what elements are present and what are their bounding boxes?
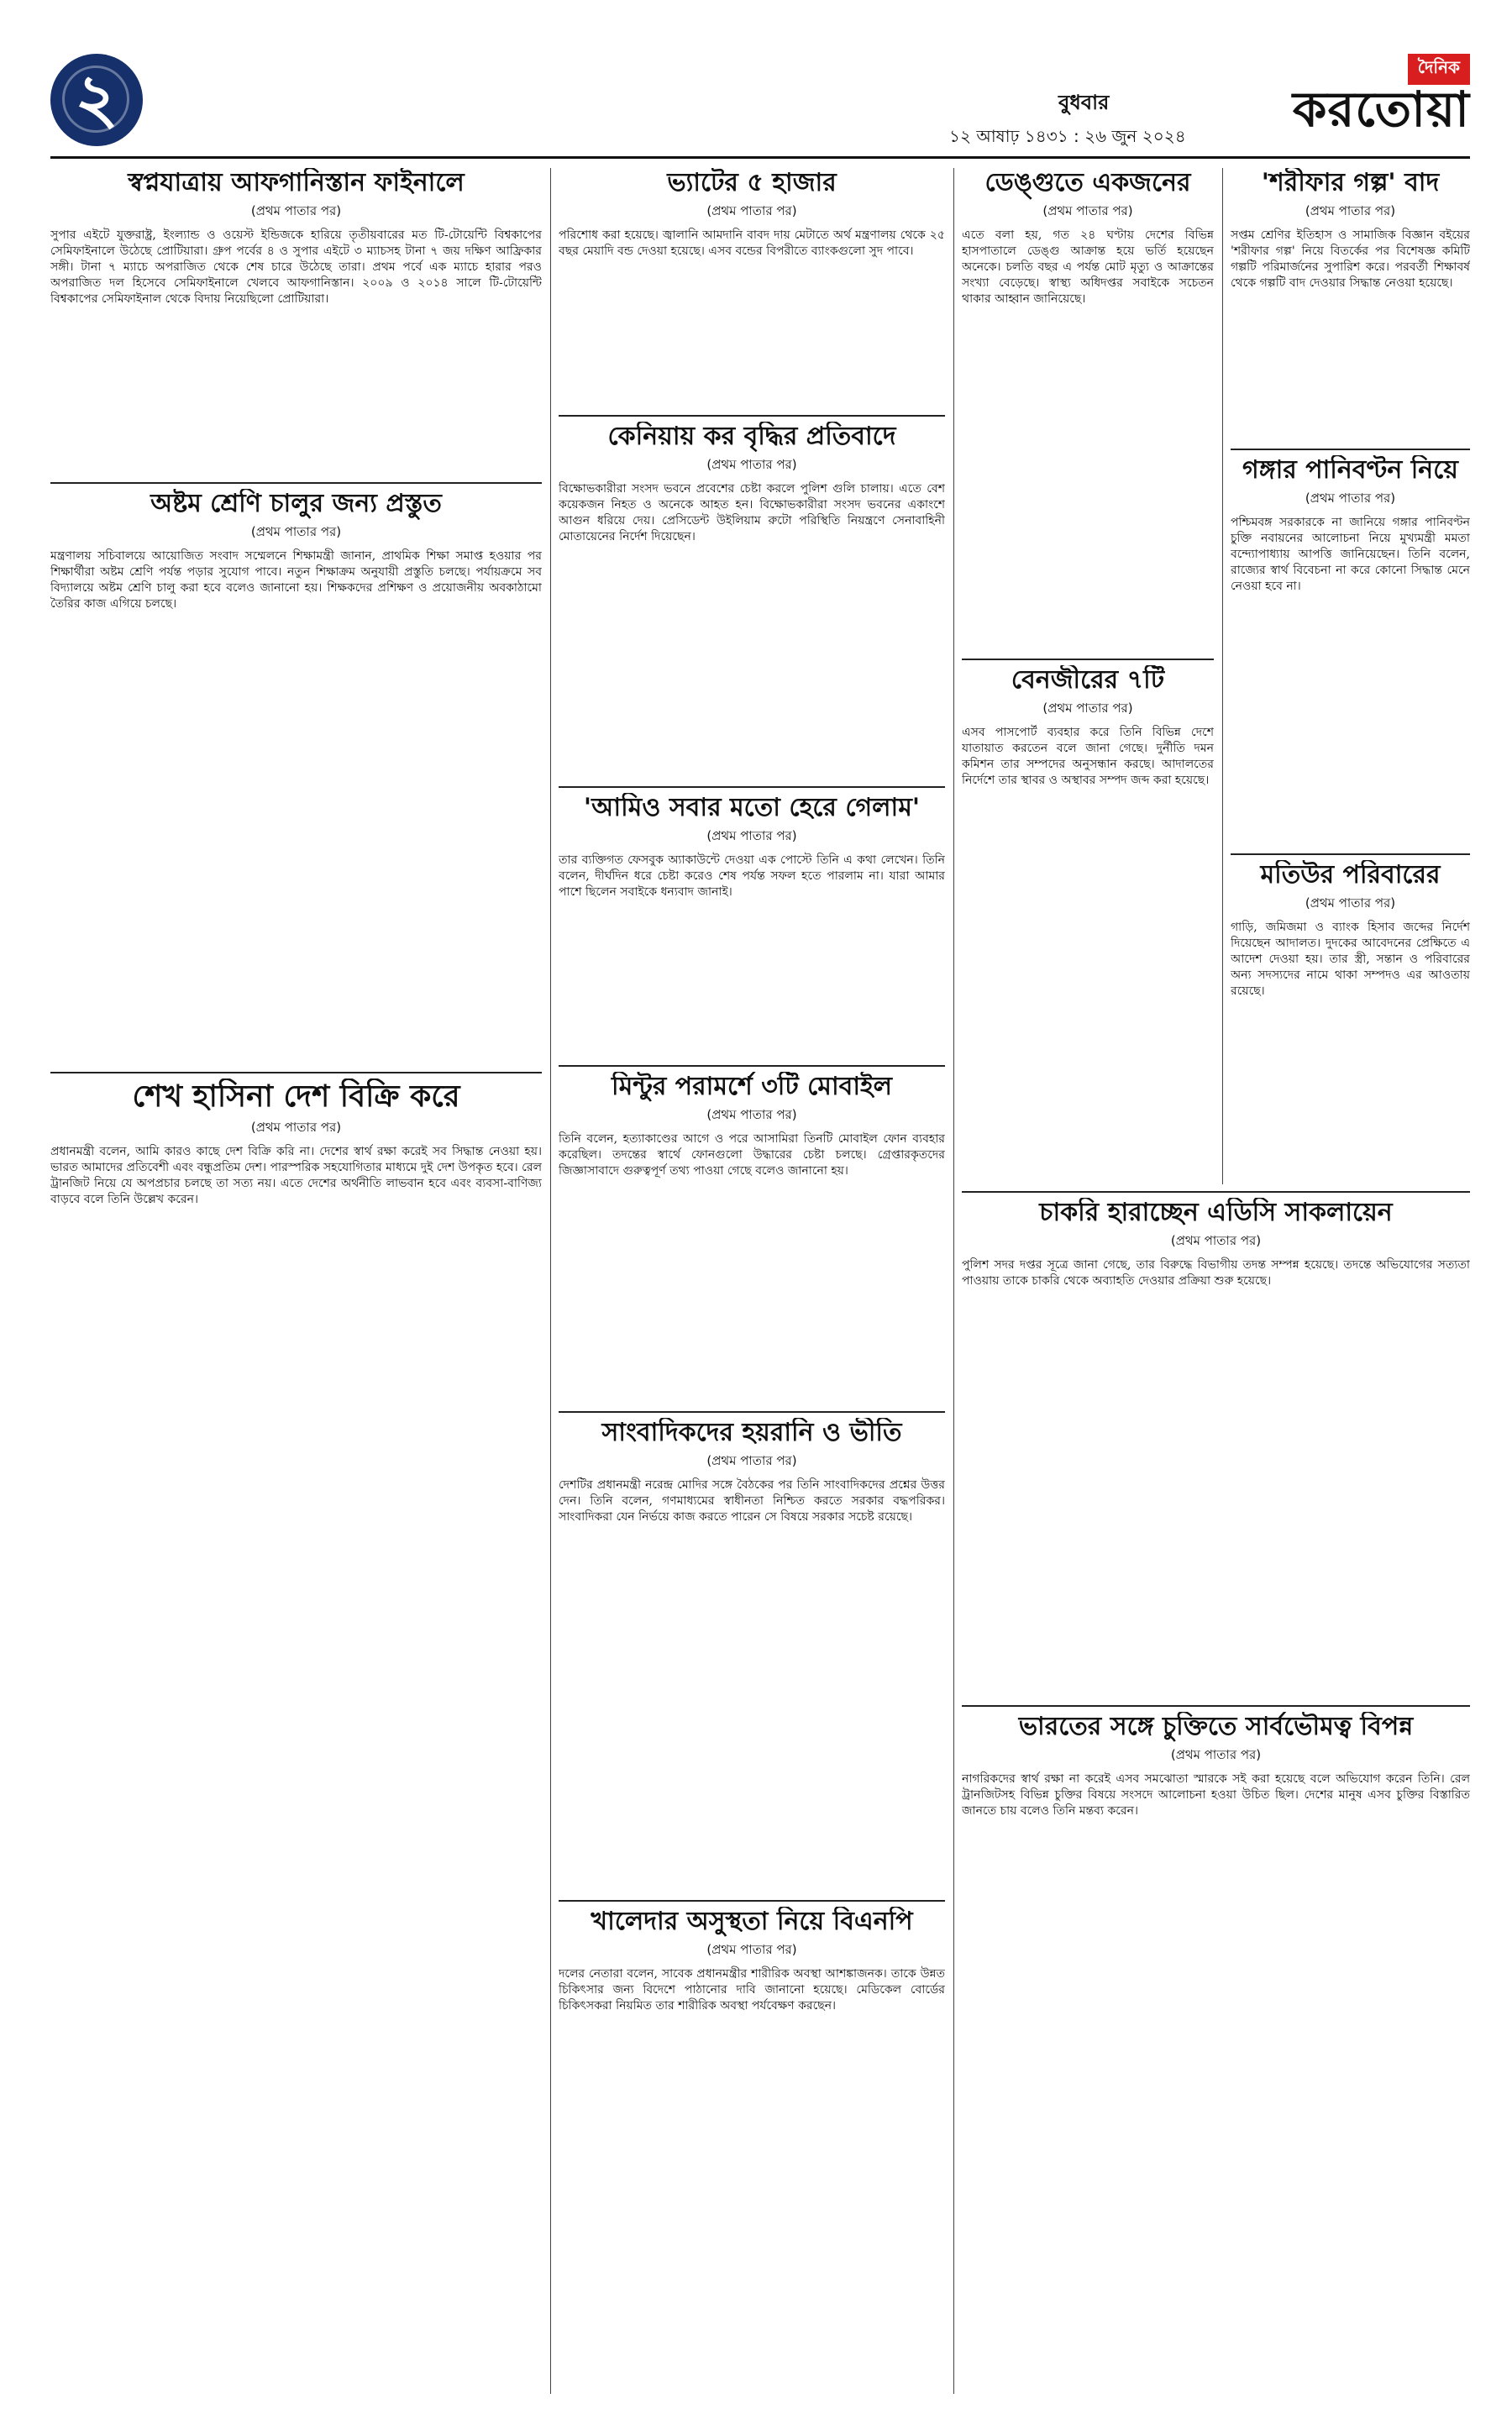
article-body: তার ব্যক্তিগত ফেসবুক অ্যাকাউন্টে দেওয়া এক পোস্টে তিনি এ কথা লেখেন। তিনি বলেন, দীর্ঘদিন ধরে চেষ্টা করেও শেষ পর্যন্ত সফল হতে পারলাম না। যারা আমার পাশে ছিলেন সবাইকে ধন্যবাদ জানাই। [559,853,945,899]
article-body: এসব পাসপোর্ট ব্যবহার করে তিনি বিভিন্ন দেশে যাতায়াত করতেন বলে জানা গেছে। দুর্নীতি দমন কমিশন তার সম্পদের অনুসন্ধান করছে। আদালতের নির্দেশে তার স্থাবর ও অস্থাবর সম্পদ জব্দ করা হয়েছে। [962,726,1214,787]
article-body: পশ্চিমবঙ্গ সরকারকে না জানিয়ে গঙ্গার পানিবণ্টন চুক্তি নবায়নের আলোচনা নিয়ে মুখ্যমন্ত্রী মমতা বন্দ্যোপাধ্যায় আপত্তি জানিয়েছেন। তিনি বলেন, রাজ্যের স্বার্থ বিবেচনা না করে কোনো সিদ্ধান্ত মেনে নেওয়া হবে না। [1231,516,1470,593]
article-mintu [559,1072,945,1408]
article-india-deals [962,1712,1470,2392]
article-kenya [559,422,945,783]
masthead [50,54,1470,163]
article-adc [962,1198,1470,1702]
article-body: সুপার এইটে যুক্তরাষ্ট্র, ইংল্যান্ড ও ওয়েস্ট ইন্ডিজকে হারিয়ে তৃতীয়বারের মত টি-টোয়েন্টি বিশ্বকাপের সেমিফাইনালে উঠেছে প্রোটিয়ারা। গ্রুপ পর্বের ৪ ও সুপার এইটে ৩ ম্যাচসহ টানা ৭ জয় দক্ষিণ আফ্রিকার সঙ্গী। টানা ৭ ম্যাচে অপরাজিত থেকে শেষ চারে উঠেছে তারা। প্রথম পর্বে এক ম্যাচে হারার পরও অপরাজিত দল হিসেবে সেমিফাইনালে খেলবে আফগানিস্তান। ২০০৯ ও ২০১৪ সালে টি-টোয়েন্টি বিশ্বকাপের সেমিফাইনাল থেকে বিদায় নিয়েছিলো প্রোটিয়ারা। [50,228,542,306]
continued-label: (প্রথম পাতার পর) [1042,203,1133,218]
article-body: তিনি বলেন, হত্যাকাণ্ডের আগে ও পরে আসামিরা তিনটি মোবাইল ফোন ব্যবহার করেছিল। তদন্তের স্বার্থে ফোনগুলো উদ্ধারের চেষ্টা চলছে। গ্রেপ্তারকৃতদের জিজ্ঞাসাবাদে গুরুত্বপূর্ণ তথ্য পাওয়া গেছে বলেও জানানো হয়। [559,1132,945,1178]
article-body: নাগরিকদের স্বার্থ রক্ষা না করেই এসব সমঝোতা স্মারকে সই করা হয়েছে বলে অভিযোগ করেন তিনি। রেল ট্রানজিটসহ বিভিন্ন চুক্তির বিষয়ে সংসদে আলোচনা হওয়া উচিত ছিল। দেশের মানুষ এসব চুক্তির বিস্তারিত জানতে চায় বলেও তিনি মন্তব্য করেন। [962,1772,1470,1818]
newspaper-logo [1243,54,1470,141]
article-ami-sobar [559,793,945,1062]
article-divider [559,1900,945,1902]
continued-label: (প্রথম পাতার পর) [1305,203,1396,218]
article-shorifa [1231,168,1470,445]
column-divider [1222,168,1223,1184]
article-headline: 'শরীফার গল্প' বাদ [1261,168,1440,197]
article-headline: কেনিয়ায় কর বৃদ্ধির প্রতিবাদে [607,422,896,451]
article-divider [962,1705,1470,1707]
continued-label: (প্রথম পাতার পর) [706,828,797,843]
article-body: পুলিশ সদর দপ্তর সূত্রে জানা গেছে, তার বিরুদ্ধে বিভাগীয় তদন্ত সম্পন্ন হয়েছে। তদন্তে অভিযোগের সত্যতা পাওয়ায় তাকে চাকরি থেকে অব্যাহতি দেওয়ার প্রক্রিয়া শুরু হয়েছে। [962,1258,1470,1288]
article-headline: গঙ্গার পানিবণ্টন নিয়ে [1242,455,1458,485]
article-headline: 'আমিও সবার মতো হেরে গেলাম' [583,793,921,822]
article-headline: অষ্টম শ্রেণি চালুর জন্য প্রস্তুত [150,489,442,518]
continued-label: (প্রথম পাতার পর) [1305,491,1396,506]
masthead-rule [50,156,1470,159]
article-headline: স্বপ্নযাত্রায় আফগানিস্তান ফাইনালে [128,168,465,197]
article-divider [1231,449,1470,450]
column-divider [953,168,954,2394]
article-divider [559,415,945,417]
article-body: প্রধানমন্ত্রী বলেন, আমি কারও কাছে দেশ বিক্রি করি না। দেশের স্বার্থ রক্ষা করেই সব সিদ্ধান্ত নেওয়া হয়। ভারত আমাদের প্রতিবেশী এবং বন্ধুপ্রতিম দেশ। পারস্পরিক সহযোগিতার মাধ্যমে দুই দেশ উপকৃত হবে। রেল ট্রানজিট নিয়ে যে অপপ্রচার চলছে তা সত্য নয়। এতে দেশের অর্থনীতি লাভবান হবে এবং ব্যবসা-বাণিজ্য বাড়বে বলে তিনি উল্লেখ করেন। [50,1145,542,1207]
continued-label: (প্রথম পাতার পর) [706,1453,797,1468]
continued-label: (প্রথম পাতার পর) [706,203,797,218]
article-headline: শেখ হাসিনা দেশ বিক্রি করে [132,1079,460,1114]
article-divider [50,482,542,484]
article-headline: ডেঙ্গুতে একজনের [984,168,1191,197]
continued-label: (প্রথম পাতার পর) [250,203,342,218]
article-body: পরিশোধ করা হয়েছে। জ্বালানি আমদানি বাবদ দায় মেটাতে অর্থ মন্ত্রণালয় থেকে ২৫ বছর মেয়াদি বন্ড দেওয়া হয়েছে। এসব বন্ডের বিপরীতে ব্যাংকগুলো সুদ পাবে। [559,228,945,258]
article-benazir [962,665,1214,1186]
article-headline: ভারতের সঙ্গে চুক্তিতে সার্বভৌমত্ব বিপন্ন [1018,1712,1414,1741]
article-class-eight [50,489,542,1067]
dateline: ১২ আষাঢ় ১৪৩১ : ২৬ জুন ২০২৪ [949,126,1186,146]
page-number-badge: ২ [50,54,143,146]
continued-label: (প্রথম পাতার পর) [250,1120,342,1136]
day-name: বুধবার [1058,91,1110,114]
continued-label: (প্রথম পাতার পর) [1170,1747,1262,1762]
column-divider [550,168,551,2394]
continued-label: (প্রথম পাতার পর) [706,457,797,472]
article-headline: মিন্টুর পরামর্শে ৩টি মোবাইল [611,1072,893,1101]
continued-label: (প্রথম পাতার পর) [706,1107,797,1122]
article-divider [962,1191,1470,1193]
article-vat [559,168,945,412]
article-body: গাড়ি, জমিজমা ও ব্যাংক হিসাব জব্দের নির্দেশ দিয়েছেন আদালত। দুদকের আবেদনের প্রেক্ষিতে এ আদেশ দেওয়া হয়। তার স্ত্রী, সন্তান ও পরিবারের অন্য সদস্যদের নামে থাকা সম্পদও এর আওতায় রয়েছে। [1231,921,1470,998]
article-dengue [962,168,1214,655]
article-body: মন্ত্রণালয় সচিবালয়ে আয়োজিত সংবাদ সম্মেলনে শিক্ষামন্ত্রী জানান, প্রাথমিক শিক্ষা সমাপ্ত হওয়ার পর শিক্ষার্থীরা অষ্টম শ্রেণি পর্যন্ত পড়ার সুযোগ পাবে। নতুন শিক্ষাক্রম অনুযায়ী প্রস্তুতি চলছে। পর্যায়ক্রমে সব বিদ্যালয়ে অষ্টম শ্রেণি চালু করা হবে বলেও জানানো হয়। শিক্ষকদের প্রশিক্ষণ ও প্রয়োজনীয় অবকাঠামো তৈরির কাজ এগিয়ে চলছে। [50,549,542,611]
continued-label: (প্রথম পাতার পর) [1170,1233,1262,1248]
continued-label: (প্রথম পাতার পর) [1305,895,1396,911]
article-khaleda [559,1907,945,2390]
article-ganga [1231,455,1470,850]
article-headline: ভ্যাটের ৫ হাজার [667,168,837,197]
continued-label: (প্রথম পাতার পর) [250,524,342,539]
article-headline: সাংবাদিকদের হয়রানি ও ভীতি [601,1418,902,1447]
logo-top-text: দৈনিক [1408,54,1470,85]
article-afghanistan [50,168,542,479]
article-body: এতে বলা হয়, গত ২৪ ঘণ্টায় দেশের বিভিন্ন হাসপাতালে ডেঙ্গু আক্রান্ত হয়ে ভর্তি হয়েছেন অনেকে। চলতি বছর এ পর্যন্ত মোট মৃত্যু ও আক্রান্তের সংখ্যা বেড়েছে। স্বাস্থ্য অধিদপ্তর সবাইকে সচেতন থাকার আহ্বান জানিয়েছে। [962,228,1214,306]
article-body: দেশটির প্রধানমন্ত্রী নরেন্দ্র মোদির সঙ্গে বৈঠকের পর তিনি সাংবাদিকদের প্রশ্নের উত্তর দেন। তিনি বলেন, গণমাধ্যমের স্বাধীনতা নিশ্চিত করতে সরকার বদ্ধপরিকর। সাংবাদিকরা যেন নির্ভয়ে কাজ করতে পারেন সে বিষয়ে সরকার সচেষ্ট রয়েছে। [559,1478,945,1524]
article-divider [1231,853,1470,855]
article-motiur [1231,860,1470,1184]
article-hasina [50,1079,542,2389]
article-body: সপ্তম শ্রেণির ইতিহাস ও সামাজিক বিজ্ঞান বইয়ের 'শরীফার গল্প' নিয়ে বিতর্কের পর বিশেষজ্ঞ কমিটি গল্পটি পরিমার্জনের সুপারিশ করে। পরবর্তী শিক্ষাবর্ষ থেকে গল্পটি বাদ দেওয়ার সিদ্ধান্ত নেওয়া হয়েছে। [1231,228,1470,290]
continued-label: (প্রথম পাতার পর) [706,1942,797,1957]
article-headline: বেনজীরের ৭টি [1011,665,1165,695]
article-divider [559,1065,945,1067]
logo-main-text: করতোয়া [1292,81,1470,138]
article-divider [559,786,945,788]
article-divider [559,1411,945,1413]
article-headline: চাকরি হারাচ্ছেন এডিসি সাকলায়েন [1039,1198,1393,1227]
article-headline: মতিউর পরিবারের [1260,860,1441,890]
article-body: বিক্ষোভকারীরা সংসদ ভবনে প্রবেশের চেষ্টা করলে পুলিশ গুলি চালায়। এতে বেশ কয়েকজন নিহত ও অনেকে আহত হন। বিক্ষোভকারীরা সংসদ ভবনের একাংশে আগুন ধরিয়ে দেয়। প্রেসিডেন্ট উইলিয়াম রুটো পরিস্থিতি নিয়ন্ত্রণে সেনাবাহিনী মোতায়েনের নির্দেশ দিয়েছেন। [559,482,945,543]
article-headline: খালেদার অসুস্থতা নিয়ে বিএনপি [591,1907,913,1936]
article-body: দলের নেতারা বলেন, সাবেক প্রধানমন্ত্রীর শারীরিক অবস্থা আশঙ্কাজনক। তাকে উন্নত চিকিৎসার জন্য বিদেশে পাঠানোর দাবি জানানো হয়েছে। মেডিকেল বোর্ডের চিকিৎসকরা নিয়মিত তার শারীরিক অবস্থা পর্যবেক্ষণ করছেন। [559,1967,945,2013]
article-divider [50,1072,542,1073]
continued-label: (প্রথম পাতার পর) [1042,701,1133,716]
article-divider [962,659,1214,660]
article-journalists [559,1418,945,1897]
